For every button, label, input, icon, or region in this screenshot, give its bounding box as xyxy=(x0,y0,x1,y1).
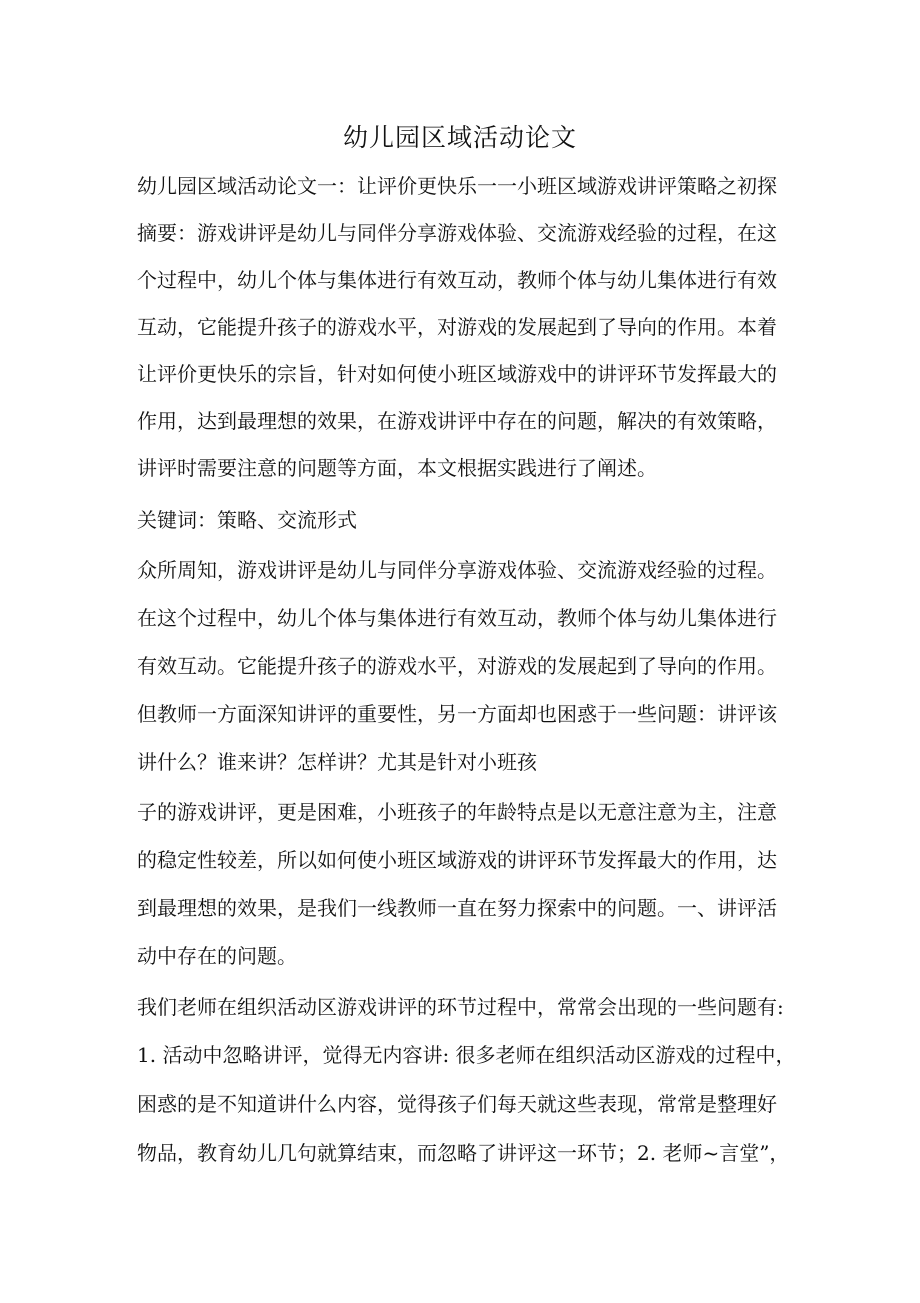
text-line: 在这个过程中，幼儿个体与集体进行有效互动，教师个体与幼儿集体进行 xyxy=(137,606,777,630)
text-line: 幼儿园区域活动论文一：让评价更快乐一一小班区域游戏讲评策略之初探 xyxy=(137,174,777,198)
text-line: 有效互动。它能提升孩子的游戏水平，对游戏的发展起到了导向的作用。 xyxy=(137,654,777,678)
text-line: 我们老师在组织活动区游戏讲评的环节过程中，常常会出现的一些问题有: xyxy=(137,995,784,1019)
text-line: 让评价更快乐的宗旨，针对如何使小班区域游戏中的讲评环节发挥最大的 xyxy=(137,362,777,386)
text-line: 讲什么？谁来讲？怎样讲？尤其是针对小班孩 xyxy=(137,750,537,774)
text-line: 困惑的是不知道讲什么内容，觉得孩子们每天就这些表现，常常是整理好 xyxy=(137,1092,777,1116)
text-line: 摘要：游戏讲评是幼儿与同伴分享游戏体验、交流游戏经验的过程，在这 xyxy=(137,221,777,245)
text-line: 个过程中，幼儿个体与集体进行有效互动，教师个体与幼儿集体进行有效 xyxy=(137,268,777,292)
text-line: 子的游戏讲评，更是困难，小班孩子的年龄特点是以无意注意为主，注意 xyxy=(137,800,777,824)
text-line: 互动，它能提升孩子的游戏水平，对游戏的发展起到了导向的作用。本着 xyxy=(137,315,777,339)
text-line: 众所周知，游戏讲评是幼儿与同伴分享游戏体验、交流游戏经验的过程。 xyxy=(137,558,777,582)
text-line: 到最理想的效果，是我们一线教师一直在努力探索中的问题。一、讲评活 xyxy=(137,896,777,920)
text-line: 1. 活动中忽略讲评，觉得无内容讲: 很多老师在组织活动区游戏的过程中， xyxy=(137,1043,796,1067)
text-line: 讲评时需要注意的问题等方面，本文根据实践进行了阐述。 xyxy=(137,456,657,480)
text-line: 但教师一方面深知讲评的重要性，另一方面却也困惑于一些问题：讲评该 xyxy=(137,702,777,726)
text-line: 物品，教育幼儿几句就算结束，而忽略了讲评这一环节；2. 老师~言堂”， xyxy=(137,1141,790,1165)
text-line: 的稳定性较差，所以如何使小班区域游戏的讲评环节发挥最大的作用，达 xyxy=(137,848,777,872)
text-line: 作用，达到最理想的效果，在游戏讲评中存在的问题，解决的有效策略， xyxy=(137,409,777,433)
text-line: 动中存在的问题。 xyxy=(137,944,297,968)
text-line: 关键词：策略、交流形式 xyxy=(137,508,357,532)
page-title: 幼儿园区域活动论文 xyxy=(342,123,577,152)
